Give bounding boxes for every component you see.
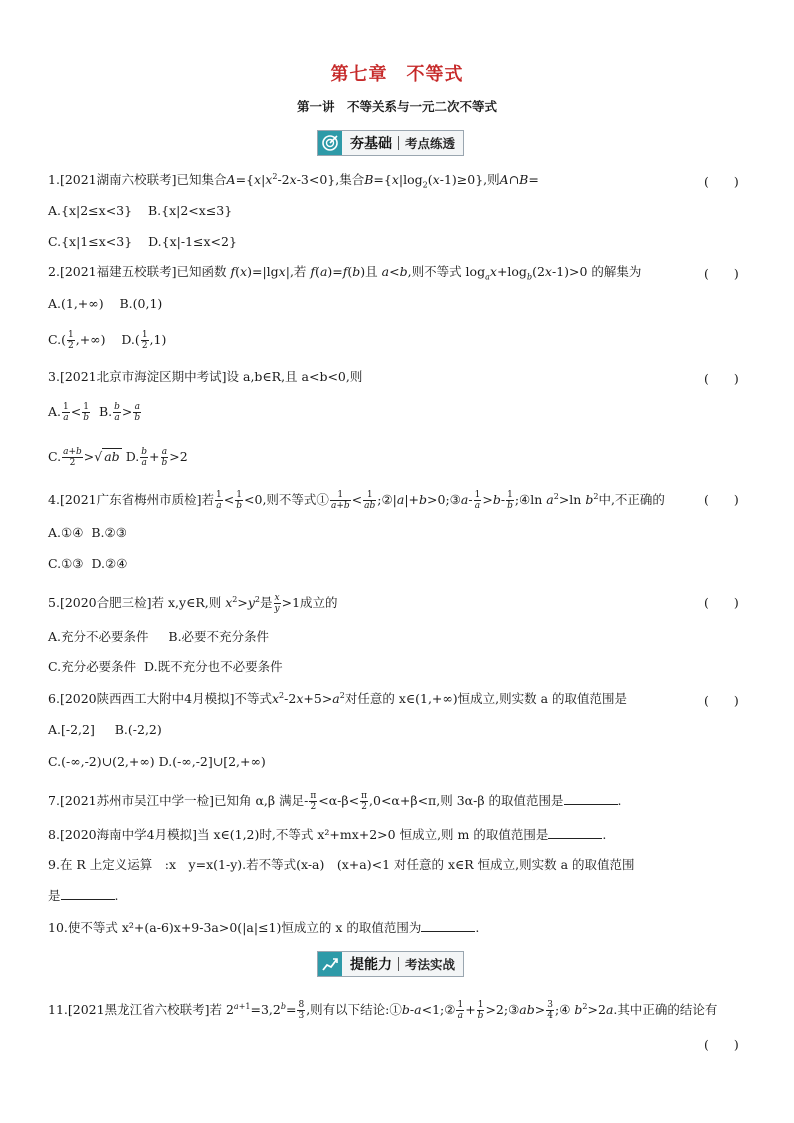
answer-paren-4: ( ) bbox=[704, 492, 739, 507]
chart-icon bbox=[318, 952, 342, 976]
banner-main: 夯基础 bbox=[350, 136, 392, 152]
answer-paren-5: ( ) bbox=[704, 595, 739, 610]
options-3a: A. $\frac{1}{a}$ < $\frac{1}{b}$ B. $\frac{b}{a}$ > $\frac{a}{b}$ bbox=[48, 402, 141, 423]
question-1: 1.[2021湖南六校联考]已知集合$A=\{x|x^2-2x-3<0\}$,集合$B=\{x|\log_2(x-1)\ge 0\}$,则A∩B= bbox=[48, 171, 539, 190]
options-2b: C.( $\frac{1}{2}$ ,+∞) D.( $\frac{1}{2}$ ,1) bbox=[48, 330, 167, 351]
section-banner-ability bbox=[317, 951, 464, 977]
question-2: 2.[2021福建五校联考]已知函数 f(x)=|lgx|,若 f(a)=f(b)且 a<b,则不等式 $\log_ax+\log_b(2x-1)>0$ 的解集为 bbox=[48, 264, 642, 282]
banner-sub: 考法实战 bbox=[405, 957, 456, 972]
banner-main: 提能力 bbox=[350, 957, 392, 973]
options-6b: C.(-∞,-2)∪(2,+∞) D.(-∞,-2]∪[2,+∞) bbox=[48, 754, 266, 769]
question-4: 4.[2021广东省梅州市质检]若 $\frac{1}{a}$ < $\frac{1}{b}$ <0,则不等式① $\frac{1}{a+b}$ < $\frac{1}{ab}$ ;②|a|+b>0;③a- $\frac{1}{a}$ >b- $\frac{1}{b}$ ;④ln $a^2>\ln$ $b^2$中,不正确的 bbox=[48, 490, 665, 511]
options-5b: C.充分必要条件 D.既不充分也不必要条件 bbox=[48, 659, 283, 674]
options-4b: C.①③ D.②④ bbox=[48, 556, 128, 571]
options-2a: A.(1,+∞) B.(0,1) bbox=[48, 296, 163, 311]
answer-paren-1: ( ) bbox=[704, 174, 739, 189]
options-3b: C. $\frac{a+b}{2}$ >√ ab D. $\frac{b}{a}$ + $\frac{a}{b}$ >2 bbox=[48, 447, 188, 468]
section-banner-basics bbox=[317, 130, 464, 156]
answer-paren-11: ( ) bbox=[704, 1037, 739, 1052]
options-4a: A.①④ B.②③ bbox=[48, 525, 127, 540]
target-icon bbox=[318, 131, 342, 155]
question-9-line2: 是 . bbox=[48, 888, 119, 903]
question-3: 3.[2021北京市海淀区期中考试]设 a,b∈R,且 a<b<0,则 bbox=[48, 369, 363, 384]
answer-paren-2: ( ) bbox=[704, 266, 739, 281]
question-11: 11.[2021黑龙江省六校联考]若 $2^{a+1}=3,2^b=$ $\frac{8}{3}$ ,则有以下结论:①b-a<1;② $\frac{1}{a}$ + $\frac{1}{b}$ >2;③ab> $\frac{3}{4}$ ;④ $b^2>2a$.其中正确的结论有 bbox=[48, 1000, 718, 1021]
options-6a: A.[-2,2] B.(-2,2) bbox=[48, 722, 162, 737]
options-1a: A.{x|2≤x<3} B.{x|2<x≤3} bbox=[48, 203, 233, 218]
lesson-title: 第一讲 不等关系与一元二次不等式 bbox=[296, 99, 497, 114]
question-7: 7.[2021苏州市吴江中学一检]已知角 α,β 满足- $\frac{\pi}{2}$ <α-β< $\frac{\pi}{2}$ ,0<α+β<π,则 3α-β 的取值范围是 . bbox=[48, 791, 622, 812]
question-9-line1: 9.在 R 上定义运算 :x y=x(1-y).若不等式(x-a) (x+a)<1 对任意的 x∈R 恒成立,则实数 a 的取值范围 bbox=[48, 857, 635, 872]
answer-paren-3: ( ) bbox=[704, 371, 739, 386]
question-6: 6.[2020陕西西工大附中4月模拟]不等式$x^2-2x+5>a^2$对任意的 x∈(1,+∞)恒成立,则实数 a 的取值范围是 bbox=[48, 690, 628, 706]
banner-sub: 考点练透 bbox=[405, 136, 456, 151]
options-5a: A.充分不必要条件 B.必要不充分条件 bbox=[48, 629, 270, 644]
answer-paren-6: ( ) bbox=[704, 693, 739, 708]
question-10: 10.使不等式 x²+(a-6)x+9-3a>0(|a|≤1)恒成立的 x 的取值范围为 . bbox=[48, 920, 480, 935]
chapter-title: 第七章 不等式 bbox=[330, 64, 464, 85]
options-1b: C.{x|1≤x<3} D.{x|-1≤x<2} bbox=[48, 234, 237, 249]
question-5: 5.[2020合肥三检]若 x,y∈R,则 $x^2>y^2$是 $\frac{x}{y}$ >1成立的 bbox=[48, 593, 338, 614]
question-8: 8.[2020海南中学4月模拟]当 x∈(1,2)时,不等式 x²+mx+2>0 恒成立,则 m 的取值范围是 . bbox=[48, 827, 607, 842]
